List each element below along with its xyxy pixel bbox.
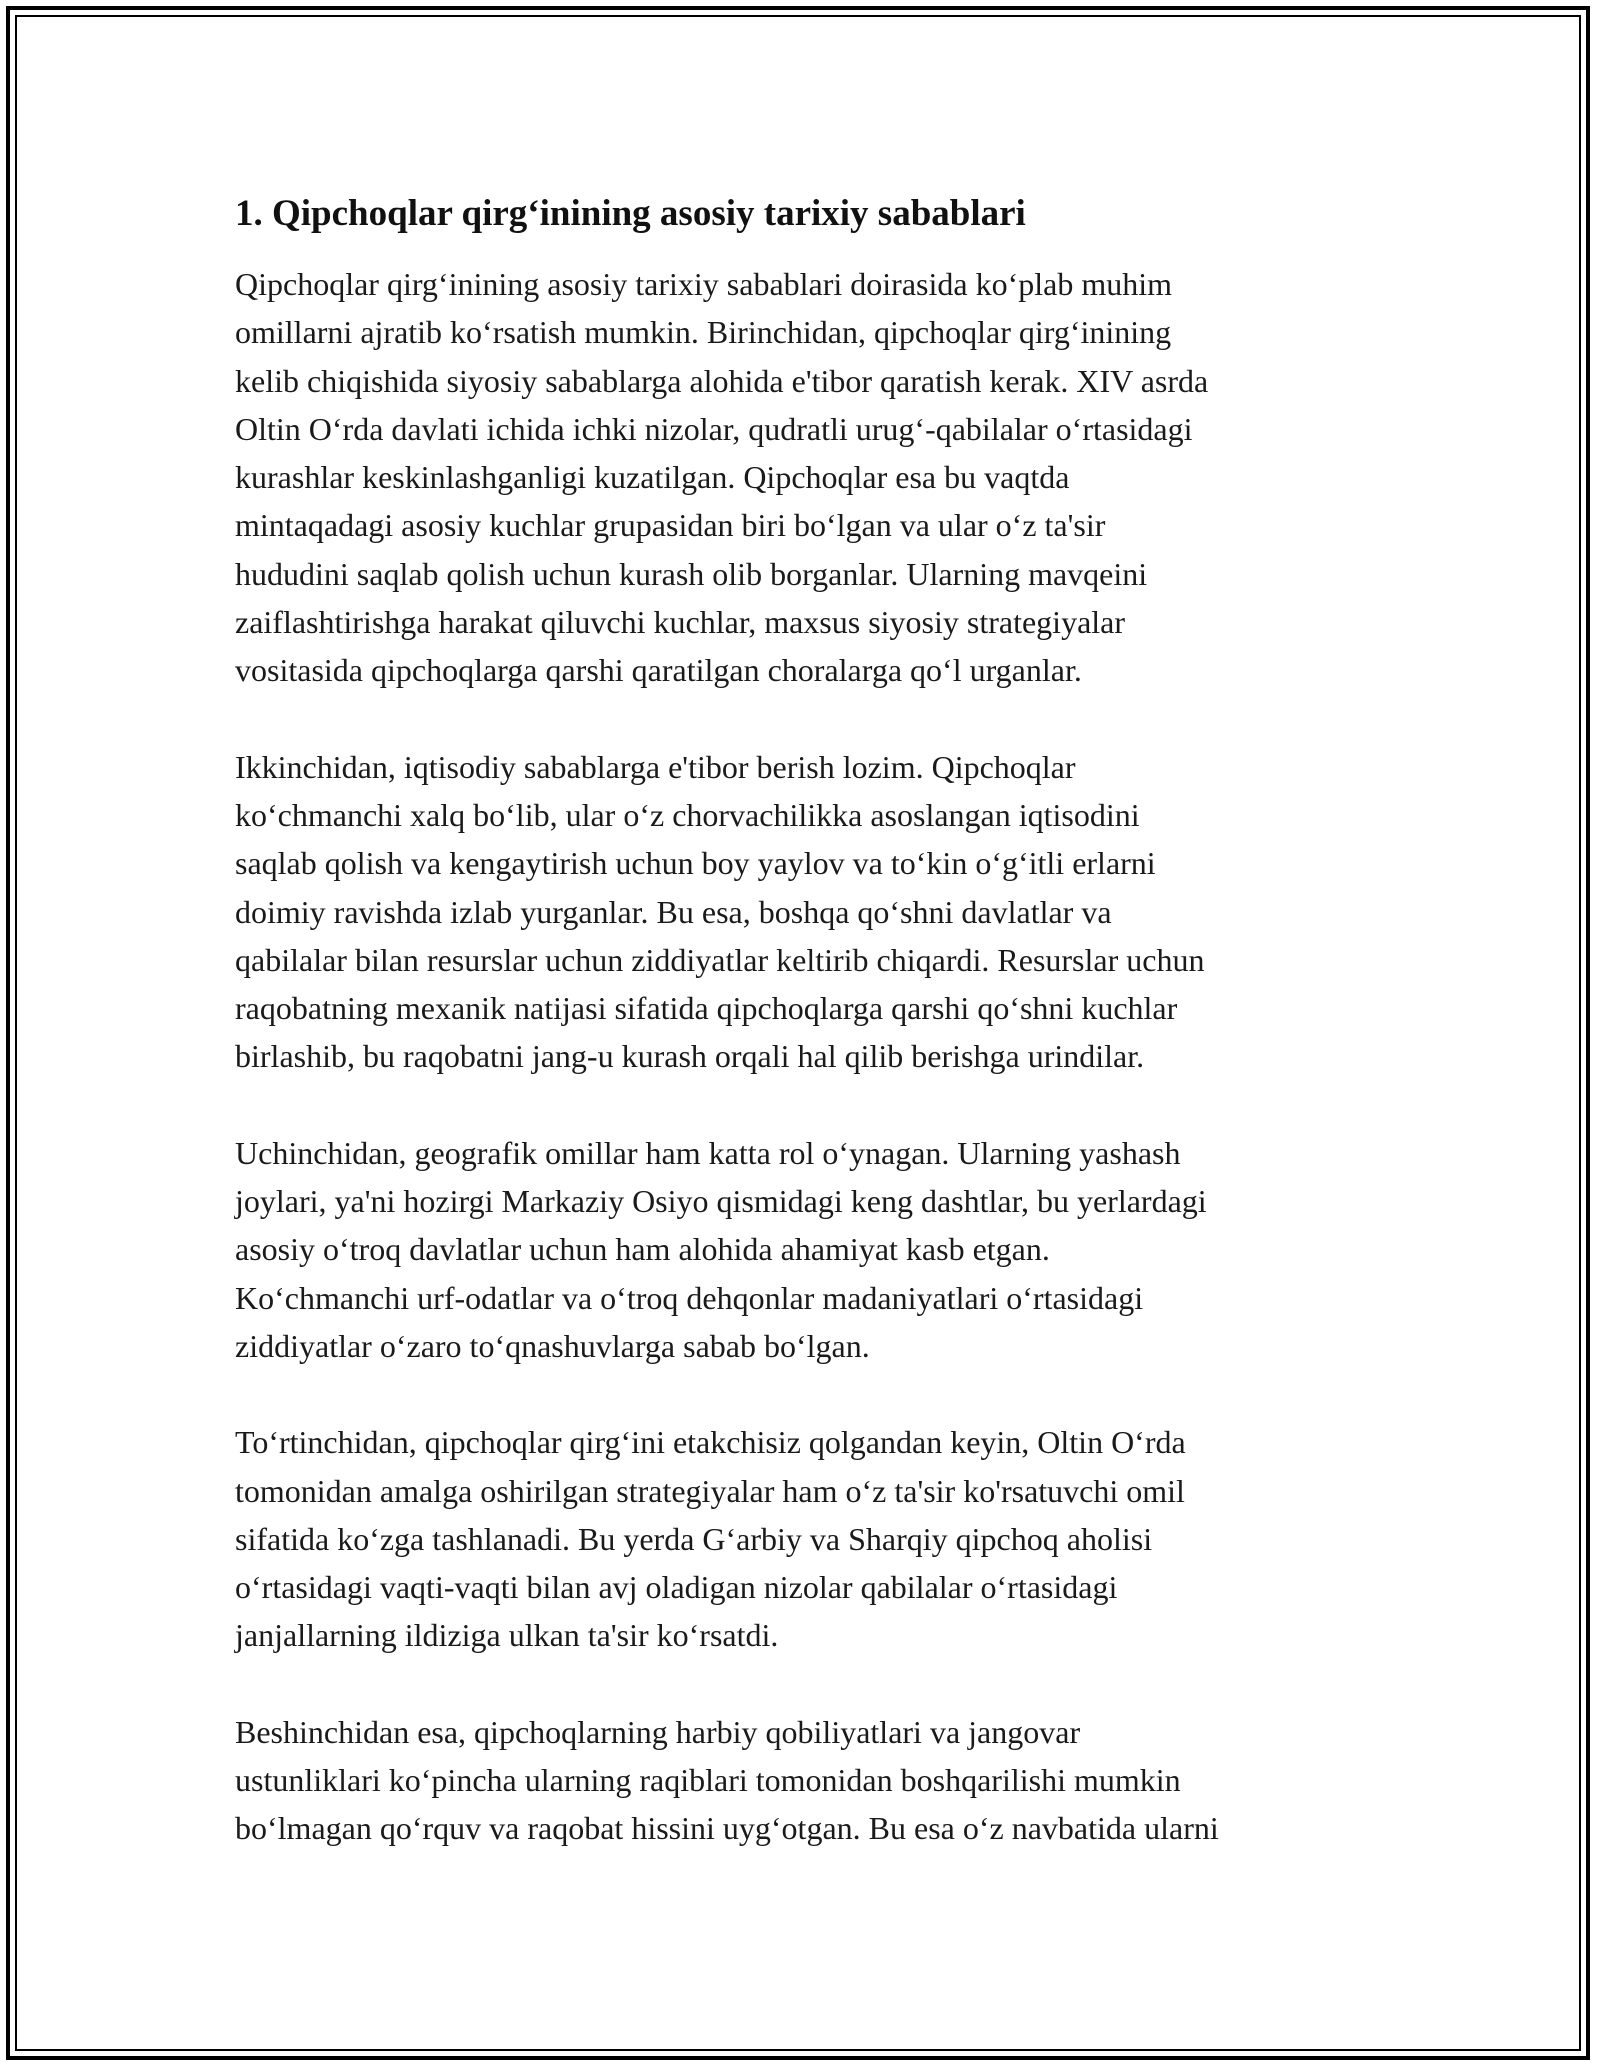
text-line: saqlab qolish va kengaytirish uchun boy yaylov va to‘kin o‘g‘itli erlarni [235,845,1156,882]
text-line: kurashlar keskinlashganligi kuzatilgan. Qipchoqlar esa bu vaqtda [235,459,1070,496]
text-line: Qipchoqlar qirg‘inining asosiy tarixiy sabablari doirasida ko‘plab muhim [235,266,1172,302]
text-line: bo‘lmagan qo‘rquv va raqobat hissini uyg‘otgan. Bu esa o‘z navbatida ularni [235,1810,1219,1847]
text-line: Uchinchidan, geografik omillar ham katta rol o‘ynagan. Ularning yashash [235,1134,1181,1171]
text-line: mintaqadagi asosiy kuchlar grupasidan biri bo‘lgan va ular o‘z ta'sir [235,507,1106,544]
text-line: To‘rtinchidan, qipchoqlar qirg‘ini etakchisiz qolgandan keyin, Oltin O‘rda [235,1424,1186,1461]
paragraph-2 [235,743,1370,1081]
text-line: doimiy ravishda izlab yurganlar. Bu esa, boshqa qo‘shni davlatlar va [235,893,1112,930]
text-line: joylari, ya'ni hozirgi Markaziy Osiyo qismidagi keng dashtlar, bu yerlardagi [235,1183,1207,1220]
text-line: raqobatning mexanik natijasi sifatida qipchoqlarga qarshi qo‘shni kuchlar [235,990,1178,1027]
paragraph-4 [235,1418,1370,1659]
text-line: omillarni ajratib ko‘rsatish mumkin. Birinchidan, qipchoqlar qirg‘inining [235,314,1172,351]
text-line: janjallarning ildiziga ulkan ta'sir ko‘rsatdi. [235,1617,779,1654]
text-line: hududini saqlab qolish uchun kurash olib borganlar. Ularning mavqeini [235,555,1148,592]
document-body [235,190,1370,1901]
text-line: kelib chiqishida siyosiy sabablarga alohida e'tibor qaratish kerak. XIV asrda [235,362,1209,399]
text-line: ustunliklari ko‘pincha ularning raqiblari tomonidan boshqarilishi mumkin [235,1762,1181,1799]
paragraph-5 [235,1708,1370,1853]
text-line: asosiy o‘troq davlatlar uchun ham alohida ahamiyat kasb etgan. [235,1231,1050,1268]
text-line: sifatida ko‘zga tashlanadi. Bu yerda G‘arbiy va Sharqiy qipchoq aholisi [235,1520,1153,1557]
text-line: Ko‘chmanchi urf-odatlar va o‘troq dehqonlar madaniyatlari o‘rtasidagi [235,1279,1144,1316]
text-line: zaiflashtirishga harakat qiluvchi kuchlar, maxsus siyosiy strategiyalar [235,604,1126,641]
text-line: qabilalar bilan resurslar uchun ziddiyatlar keltirib chiqardi. Resurslar uchun [235,941,1205,978]
text-line: o‘rtasidagi vaqti-vaqti bilan avj oladigan nizolar qabilalar o‘rtasidagi [235,1569,1118,1606]
text-line: ko‘chmanchi xalq bo‘lib, ular o‘z chorvachilikka asoslangan iqtisodini [235,796,1140,833]
section-heading: 1. Qipchoqlar qirg‘inining asosiy tarixiy sabablari [235,193,1026,234]
text-line: vositasida qipchoqlarga qarshi qaratilgan choralarga qo‘l urganlar. [235,652,1082,689]
text-line: birlashib, bu raqobatni jang-u kurash orqali hal qilib berishga urindilar. [235,1038,1145,1075]
text-line: Oltin O‘rda davlati ichida ichki nizolar, qudratli urug‘-qabilalar o‘rtasidagi [235,410,1193,447]
paragraph-1 [235,260,1370,695]
text-line: Ikkinchidan, iqtisodiy sabablarga e'tibor berish lozim. Qipchoqlar [235,748,1076,785]
text-line: tomonidan amalga oshirilgan strategiyalar ham o‘z ta'sir ko'rsatuvchi omil [235,1472,1185,1509]
text-line: Beshinchidan esa, qipchoqlarning harbiy qobiliyatlari va jangovar [235,1713,1081,1750]
text-line: ziddiyatlar o‘zaro to‘qnashuvlarga sabab bo‘lgan. [235,1327,870,1364]
paragraph-3 [235,1129,1370,1370]
